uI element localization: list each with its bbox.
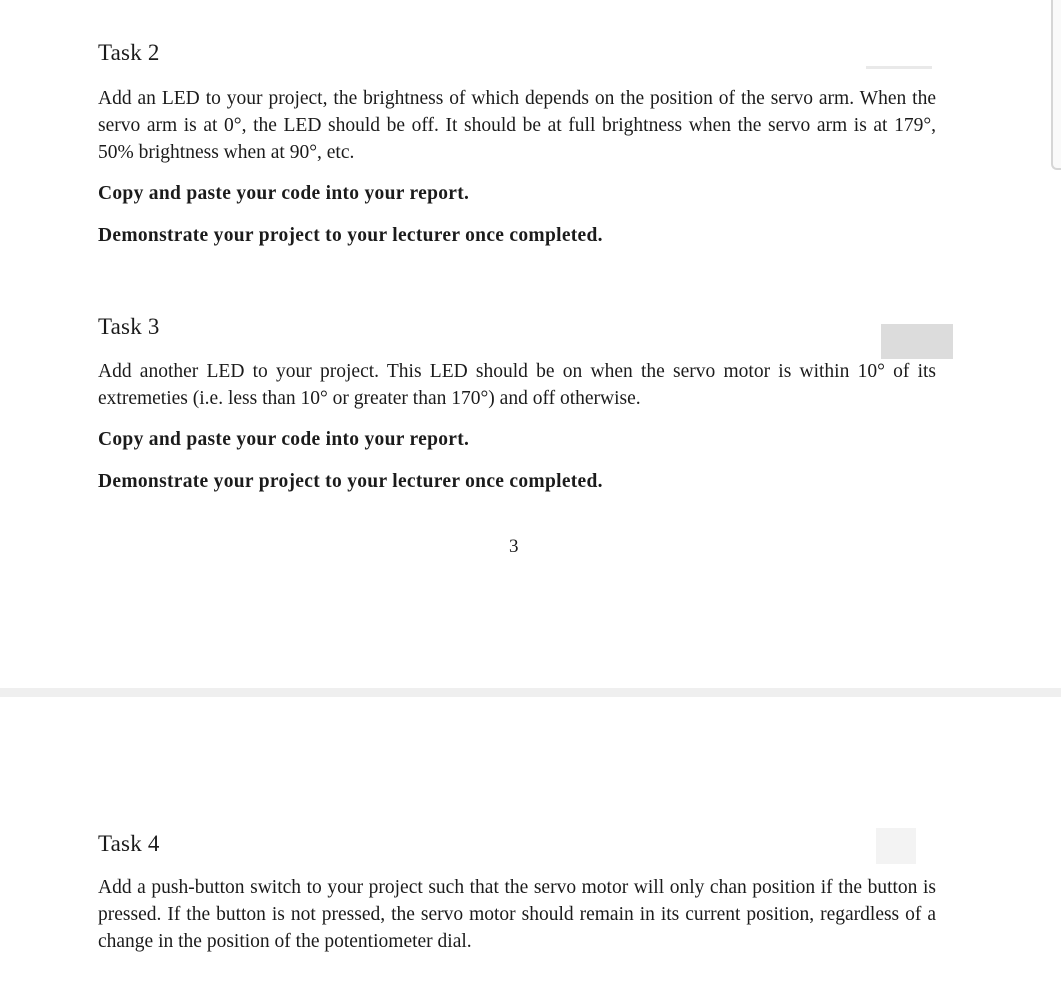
- task-3-demo-instruction: Demonstrate your project to your lecturer once completed.: [98, 471, 603, 492]
- task-2-demo-instruction: Demonstrate your project to your lecturer once completed.: [98, 225, 603, 246]
- task-3-copy-instruction: Copy and paste your code into your report.: [98, 429, 470, 450]
- scan-artifact: [866, 66, 932, 69]
- document-page-2: [0, 697, 1061, 992]
- page-number: 3: [509, 536, 519, 557]
- page-separator: [0, 688, 1061, 697]
- task-2-title: Task 2: [98, 40, 160, 65]
- task-2-section: [98, 39, 936, 249]
- task-2-copy-instruction: Copy and paste your code into your report.: [98, 183, 470, 204]
- task-3-description: Add another LED to your project. This LED should be on when the servo motor is within 10° of its extremeties (i.e. less than 10° or greater than 170°) and off otherwise.: [98, 361, 936, 409]
- task-4-description: Add a push-button switch to your project such that the servo motor will only chan position if the button is pressed. If the button is not pressed, the servo motor should remain in its current position, regardless of a change in the position of the potentiometer dial.: [98, 877, 936, 952]
- task-3-title: Task 3: [98, 314, 160, 339]
- task-2-description: Add an LED to your project, the brightness of which depends on the position of the servo arm. When the servo arm is at 0°, the LED should be off. It should be at full brightness when the servo arm is at 179°, 50% brightness when at 90°, etc.: [98, 88, 936, 163]
- task-3-section: [98, 313, 936, 495]
- task-4-section: [98, 830, 936, 955]
- task-4-title: Task 4: [98, 831, 160, 856]
- scan-artifact: [876, 828, 916, 864]
- redaction-block: [881, 324, 953, 359]
- scrollbar-edge[interactable]: [1051, 0, 1061, 170]
